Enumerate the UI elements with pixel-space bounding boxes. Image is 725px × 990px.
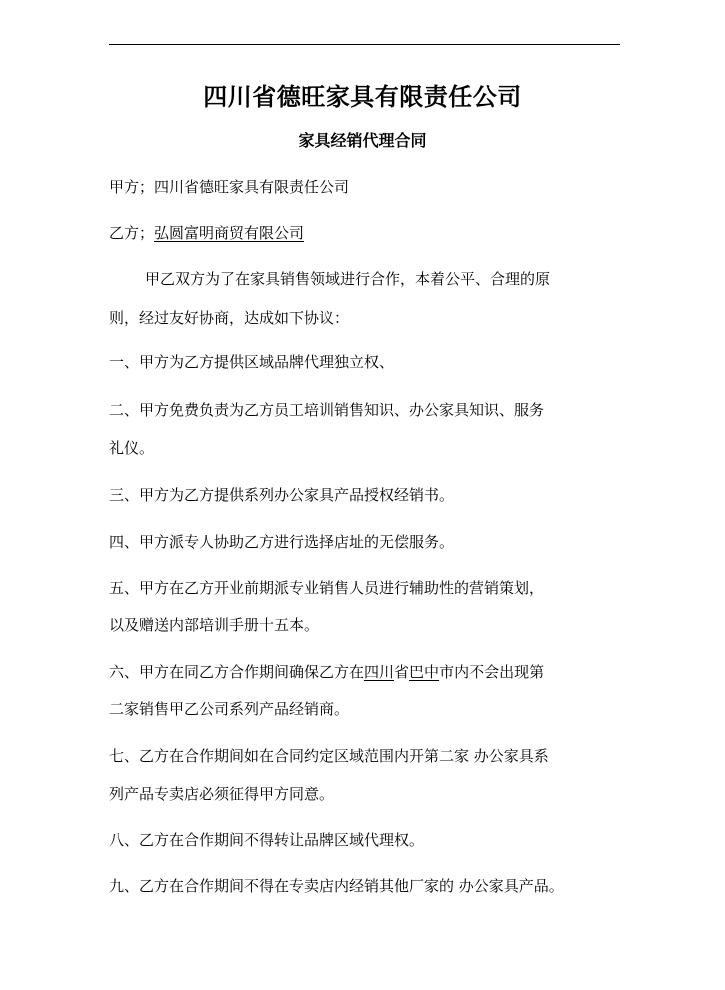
clause-6-line-2: 二家销售甲乙公司系列产品经销商。 [109, 700, 350, 718]
company-title: 四川省德旺家具有限责任公司 [203, 83, 522, 111]
clause-5-line-2: 以及赠送内部培训手册十五本。 [109, 616, 320, 634]
clause-6-text-b: 省 [394, 663, 410, 681]
clause-5-line-1: 五、甲方在乙方开业前期派专业销售人员进行辅助性的营销策划， [109, 579, 545, 597]
header-rule [109, 44, 620, 45]
preamble-line-2: 则，经过友好协商，达成如下协议： [109, 309, 350, 327]
clause-6-text-c: 市内不会出现第 [439, 663, 545, 681]
clause-2-line-1: 二、甲方免费负责为乙方员工培训销售知识、办公家具知识、服务 [109, 401, 545, 419]
clause-3: 三、甲方为乙方提供系列办公家具产品授权经销书。 [109, 486, 455, 504]
party-b-prefix: 乙方； [109, 224, 155, 242]
party-b-name: 弘圆富明商贸有限公司 [154, 224, 305, 242]
clause-6-text-a: 六、甲方在同乙方合作期间确保乙方在 [109, 663, 365, 681]
clause-1: 一、甲方为乙方提供区域品牌代理独立权、 [109, 353, 395, 371]
clause-4: 四、甲方派专人协助乙方进行选择店址的无偿服务。 [109, 533, 455, 551]
party-b-line [109, 221, 304, 245]
clause-7-line-2: 列产品专卖店必须征得甲方同意。 [109, 785, 335, 803]
contract-title: 家具经销代理合同 [298, 131, 427, 150]
clause-7-line-1: 七、乙方在合作期间如在合同约定区域范围内开第二家 办公家具系 [109, 747, 549, 765]
clause-6-line-1 [109, 660, 544, 684]
clause-6-province: 四川 [364, 663, 395, 681]
preamble-line-1: 甲乙双方为了在家具销售领域进行合作，本着公平、合理的原 [145, 270, 551, 288]
clause-9: 九、乙方在合作期间不得在专卖店内经销其他厂家的 办公家具产品。 [109, 877, 564, 895]
party-a-line: 甲方；四川省德旺家具有限责任公司 [109, 178, 350, 196]
clause-6-city: 巴中 [409, 663, 440, 681]
clause-8: 八、乙方在合作期间不得转让品牌区域代理权。 [109, 831, 425, 849]
clause-2-line-2: 礼仪。 [109, 439, 155, 457]
